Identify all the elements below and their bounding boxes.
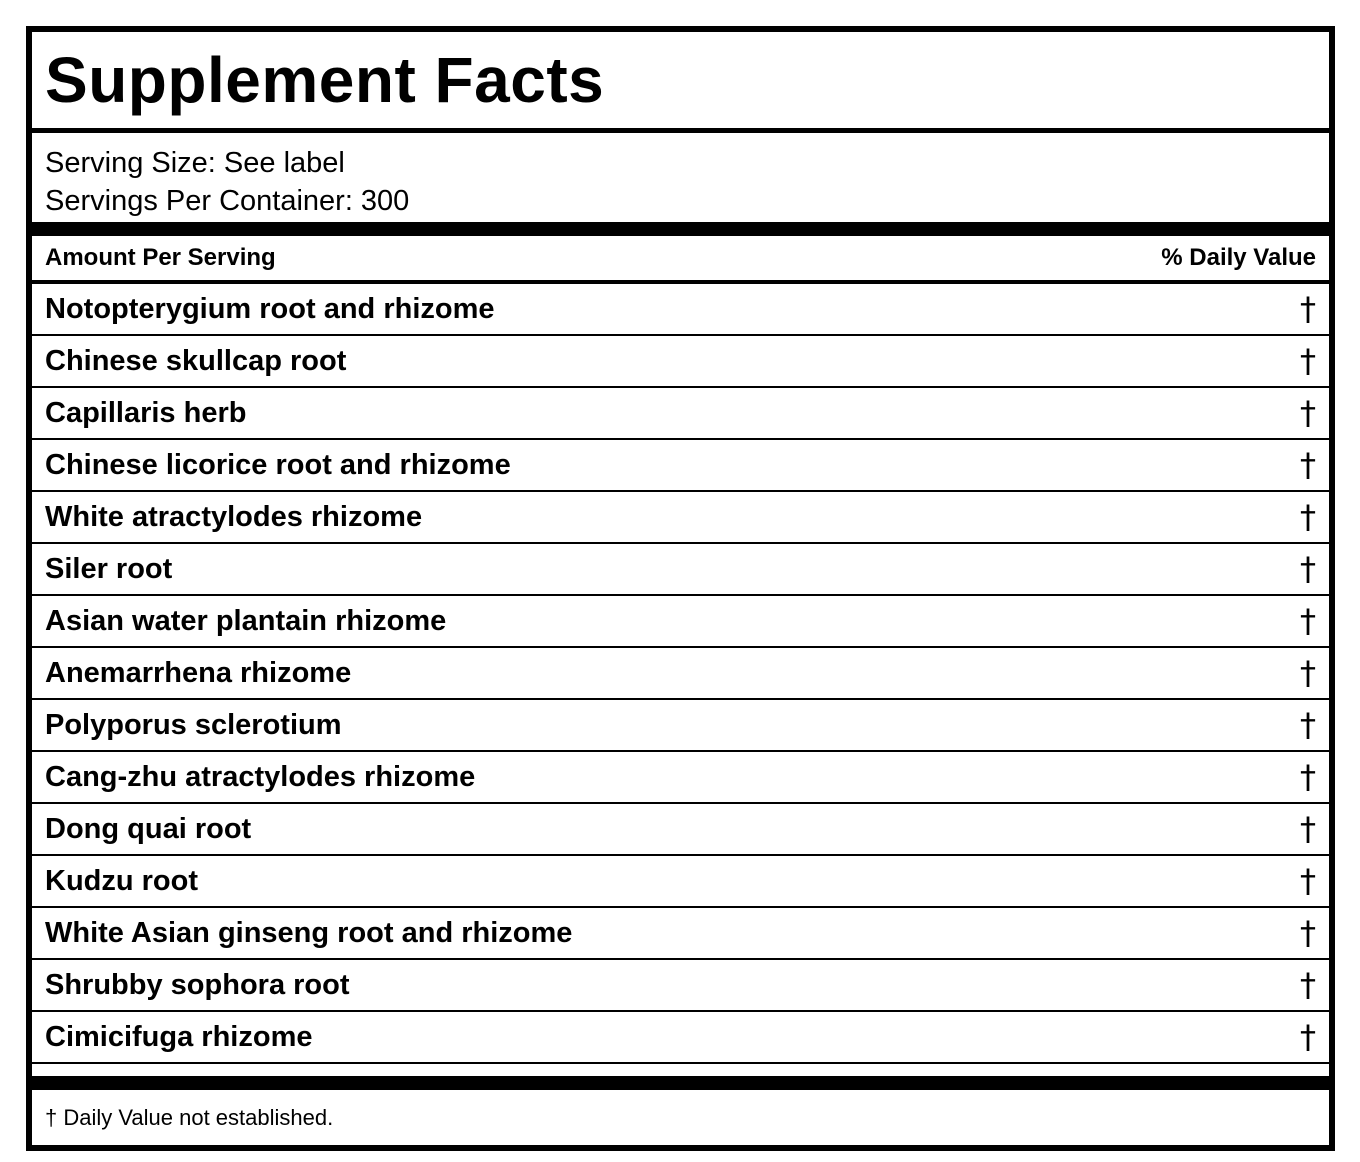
ingredient-name: Shrubby sophora root [45, 968, 350, 1001]
daily-value-dagger: † [1300, 810, 1316, 848]
daily-value-dagger: † [1300, 446, 1316, 484]
ingredient-row [32, 648, 1329, 700]
daily-value-dagger: † [1300, 290, 1316, 328]
ingredient-row [32, 908, 1329, 960]
ingredient-name: Asian water plantain rhizome [45, 604, 447, 637]
daily-value-dagger: † [1300, 1018, 1316, 1056]
ingredient-row [32, 1012, 1329, 1064]
spacer-row [32, 1064, 1329, 1076]
ingredient-name: White Asian ginseng root and rhizome [45, 916, 573, 949]
daily-value-dagger: † [1300, 654, 1316, 692]
ingredient-row [32, 804, 1329, 856]
ingredient-name: White atractylodes rhizome [45, 500, 423, 533]
daily-value-dagger: † [1300, 498, 1316, 536]
footnote: † Daily Value not established. [45, 1104, 334, 1130]
ingredient-name: Dong quai root [45, 812, 252, 845]
daily-value-header: % Daily Value [1161, 244, 1316, 271]
ingredient-name: Capillaris herb [45, 396, 247, 429]
ingredient-name: Cang-zhu atractylodes rhizome [45, 760, 476, 793]
ingredient-name: Anemarrhena rhizome [45, 656, 352, 689]
panel-title: Supplement Facts [45, 44, 605, 116]
thick-divider-bottom [32, 1076, 1329, 1090]
daily-value-dagger: † [1300, 966, 1316, 1004]
ingredient-list [32, 284, 1329, 1064]
amount-per-serving-header: Amount Per Serving [45, 244, 276, 271]
servings-per-container: Servings Per Container: 300 [45, 185, 410, 217]
daily-value-dagger: † [1300, 394, 1316, 432]
thick-divider [32, 222, 1329, 236]
daily-value-dagger: † [1300, 342, 1316, 380]
ingredient-row [32, 440, 1329, 492]
ingredient-name: Chinese licorice root and rhizome [45, 448, 511, 481]
serving-size: Serving Size: See label [45, 147, 345, 179]
ingredient-row [32, 544, 1329, 596]
ingredient-row [32, 856, 1329, 908]
daily-value-dagger: † [1300, 706, 1316, 744]
ingredient-name: Cimicifuga rhizome [45, 1020, 313, 1053]
ingredient-name: Kudzu root [45, 864, 199, 897]
ingredient-name: Siler root [45, 552, 173, 585]
ingredient-row [32, 596, 1329, 648]
daily-value-dagger: † [1300, 602, 1316, 640]
daily-value-dagger: † [1300, 914, 1316, 952]
footnote-section [32, 1090, 1329, 1145]
serving-info [32, 133, 1329, 222]
ingredient-row [32, 492, 1329, 544]
ingredient-row [32, 752, 1329, 804]
daily-value-dagger: † [1300, 758, 1316, 796]
ingredient-row [32, 388, 1329, 440]
column-header-row [32, 236, 1329, 284]
ingredient-row [32, 700, 1329, 752]
ingredient-name: Polyporus sclerotium [45, 708, 342, 741]
ingredient-row [32, 960, 1329, 1012]
supplement-facts-panel [26, 26, 1335, 1151]
ingredient-name: Notopterygium root and rhizome [45, 292, 495, 325]
daily-value-dagger: † [1300, 550, 1316, 588]
ingredient-row [32, 284, 1329, 336]
title-section [32, 32, 1329, 133]
ingredient-row [32, 336, 1329, 388]
daily-value-dagger: † [1300, 862, 1316, 900]
ingredient-name: Chinese skullcap root [45, 344, 347, 377]
